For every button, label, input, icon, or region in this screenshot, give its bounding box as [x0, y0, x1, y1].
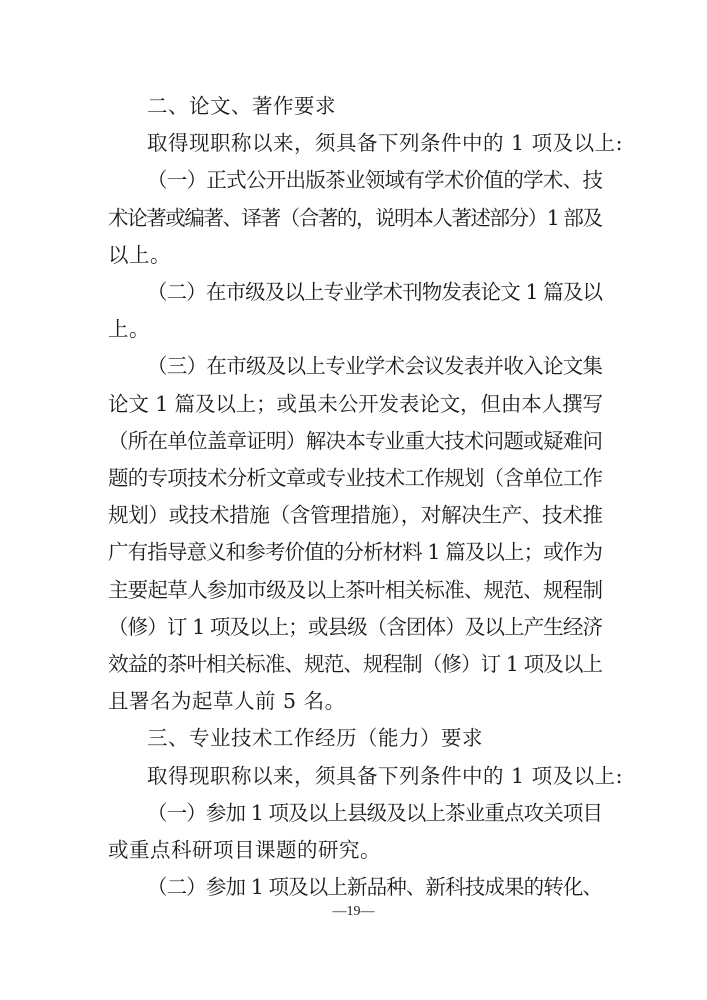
text-line: 广有指导意义和参考价值的分析材料 1 篇及以上；或作为 [108, 540, 603, 565]
text-line: （一）正式公开出版茶业领域有学术价值的学术、技 [147, 168, 603, 193]
text-line: 以上。 [108, 242, 171, 267]
text-line: （二）参加 1 项及以上新品种、新科技成果的转化、 [147, 875, 603, 900]
text-line: 取得现职称以来，须具备下列条件中的 1 项及以上: [147, 763, 623, 788]
text-line: 取得现职称以来，须具备下列条件中的 1 项及以上: [147, 131, 623, 156]
text-line: （一）参加 1 项及以上县级及以上茶业重点攻关项目 [147, 800, 603, 825]
text-line: （修）订 1 项及以上；或县级（含团体）及以上产生经济 [108, 614, 603, 639]
text-line: 三、专业技术工作经历（能力）要求 [147, 726, 483, 751]
text-line: 二、论文、著作要求 [147, 94, 336, 118]
text-line: 且署名为起草人前 5 名。 [108, 689, 346, 714]
text-line: 题的专项技术分析文章或专业技术工作规划（含单位工作 [108, 466, 603, 490]
text-line: （三）在市级及以上专业学术会议发表并收入论文集 [147, 354, 603, 379]
page-number: —19— [332, 904, 375, 919]
text-line: 上。 [108, 317, 150, 342]
text-line: 效益的茶叶相关标准、规范、规程制（修）订 1 项及以上 [108, 652, 603, 676]
text-line: 规划）或技术措施（含管理措施），对解决生产、技术推 [108, 503, 603, 528]
text-line: （所在单位盖章证明）解决本专业重大技术问题或疑难问 [108, 428, 603, 453]
text-line: 论文 1 篇及以上；或虽未公开发表论文，但由本人撰写 [108, 391, 603, 416]
text-line: 或重点科研项目课题的研究。 [108, 838, 381, 862]
text-line: （二）在市级及以上专业学术刊物发表论文 1 篇及以 [147, 280, 603, 304]
text-line: 主要起草人参加市级及以上茶叶相关标准、规范、规程制 [108, 577, 603, 602]
text-line: 术论著或编著、译著（合著的，说明本人著述部分）1 部及 [108, 205, 602, 230]
